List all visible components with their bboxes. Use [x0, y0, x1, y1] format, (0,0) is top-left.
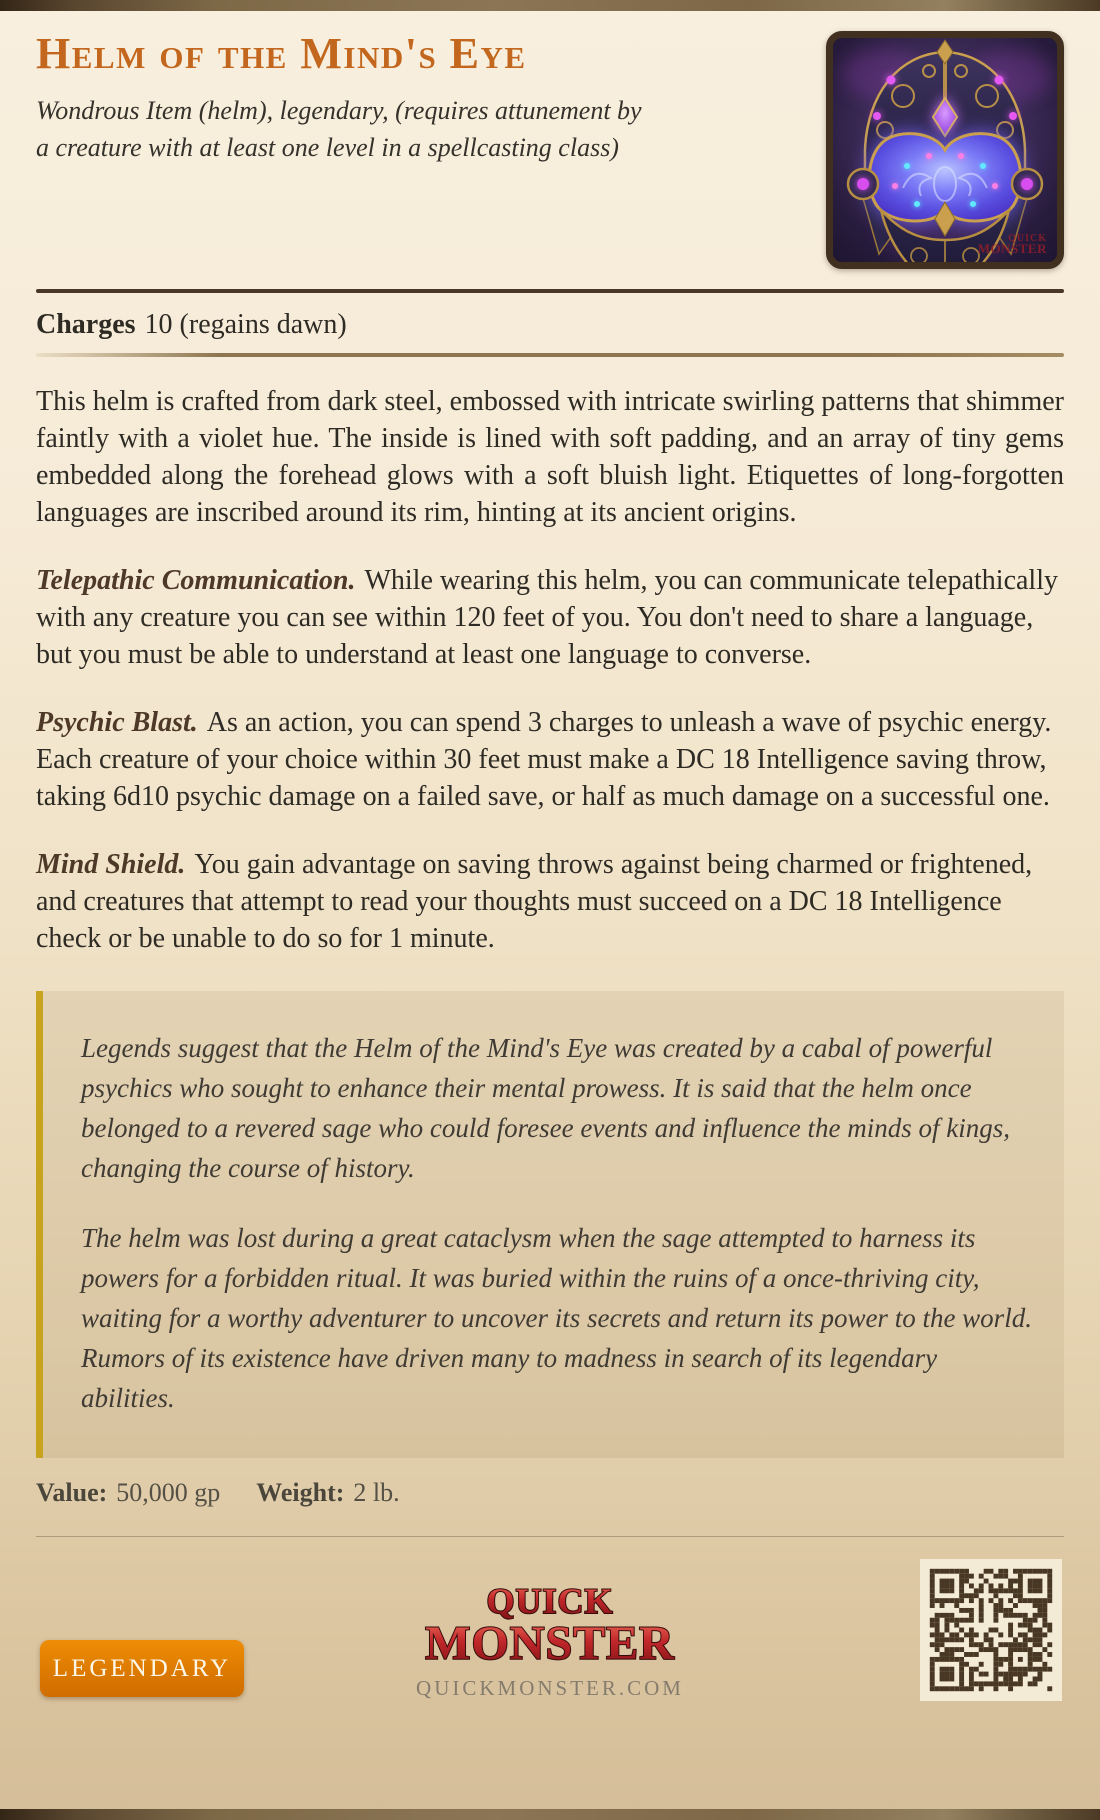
weight-stat — [256, 1478, 399, 1508]
stats-row — [36, 1478, 1064, 1508]
svg-text:QUICK: QUICK — [1008, 233, 1047, 244]
value-label: Value: — [36, 1478, 108, 1508]
feature-text: You gain advantage on saving throws against being charmed or frightened, and creatures that attempt to read your thoughts must succeed on a DC 18 Intelligence check or be unable to do so for 1 minute. — [36, 849, 1033, 955]
charges-line — [36, 307, 1064, 343]
feature-name: Psychic Blast. — [36, 707, 198, 739]
brand-logo — [380, 1581, 720, 1678]
lore-paragraph: The helm was lost during a great cataclysm when the sage attempted to harness its powers for a forbidden ritual. It was buried within the ruins of a once-thriving city, waiting for a worthy adventurer to uncover its secrets and return its power to the world. Rumors of its existence have driven many to madness in search of its legendary abilities. — [81, 1223, 1032, 1414]
weight-amount: 2 lb. — [353, 1478, 400, 1508]
item-title: Helm of the Mind's Eye — [36, 29, 527, 78]
value-stat — [36, 1478, 220, 1508]
item-subtitle: Wondrous Item (helm), legendary, (requires attunement by a creature with at least one level in a spellcasting class) — [36, 96, 642, 163]
svg-text:MONSTER: MONSTER — [977, 241, 1047, 256]
brand-word-quick: QUICK — [486, 1581, 614, 1622]
feature-text: While wearing this helm, you can communicate telepathically with any creature you can see within 120 feet of you. You don't need to share a language, but you must be able to understand at least one language to converse. — [36, 565, 1058, 671]
website-url: QUICKMONSTER.COM — [416, 1676, 684, 1701]
item-body — [36, 383, 1064, 957]
card-content — [0, 31, 1100, 1737]
feature-psychic-blast — [36, 704, 1064, 815]
bottom-decorative-bar — [0, 1809, 1100, 1820]
qr-code-icon — [920, 1559, 1062, 1701]
item-artwork-frame — [826, 31, 1064, 269]
charges-value: 10 (regains dawn) — [144, 309, 347, 340]
divider-dark — [36, 289, 1064, 293]
feature-name: Mind Shield. — [36, 849, 186, 881]
lore-box — [36, 991, 1064, 1458]
brand-word-monster: MONSTER — [425, 1617, 675, 1671]
card-footer — [36, 1537, 1064, 1737]
divider-gradient — [36, 353, 1064, 357]
feature-text: As an action, you can spend 3 charges to unleash a wave of psychic energy. Each creature of your choice within 30 feet must make a DC 18 Intelligence saving throw, taking 6d10 psychic damage on a failed save, or half as much damage on a successful one. — [36, 707, 1052, 813]
charges-label: Charges — [36, 309, 136, 340]
item-description: This helm is crafted from dark steel, embossed with intricate swirling patterns that shimmer faintly with a violet hue. The inside is lined with soft padding, and an array of tiny gems embedded along the forehead glows with a soft bluish light. Etiquettes of long-forgotten languages are inscribed around its rim, hinting at its ancient origins. — [36, 386, 1064, 529]
rarity-badge: LEGENDARY — [40, 1640, 244, 1697]
top-decorative-bar — [0, 0, 1100, 11]
header-text-block — [36, 31, 826, 167]
lore-paragraph: Legends suggest that the Helm of the Mind's Eye was created by a cabal of powerful psychics who sought to enhance their mental prowess. It is said that the helm once belonged to a revered sage who could foresee events and influence the minds of kings, changing the course of history. — [81, 1033, 1011, 1184]
weight-label: Weight: — [256, 1478, 345, 1508]
helm-artwork — [833, 38, 1057, 262]
feature-mind-shield — [36, 846, 1064, 957]
value-amount: 50,000 gp — [116, 1478, 221, 1508]
feature-name: Telepathic Communication. — [36, 565, 356, 597]
feature-telepathic-communication — [36, 562, 1064, 673]
card-header — [36, 31, 1064, 269]
